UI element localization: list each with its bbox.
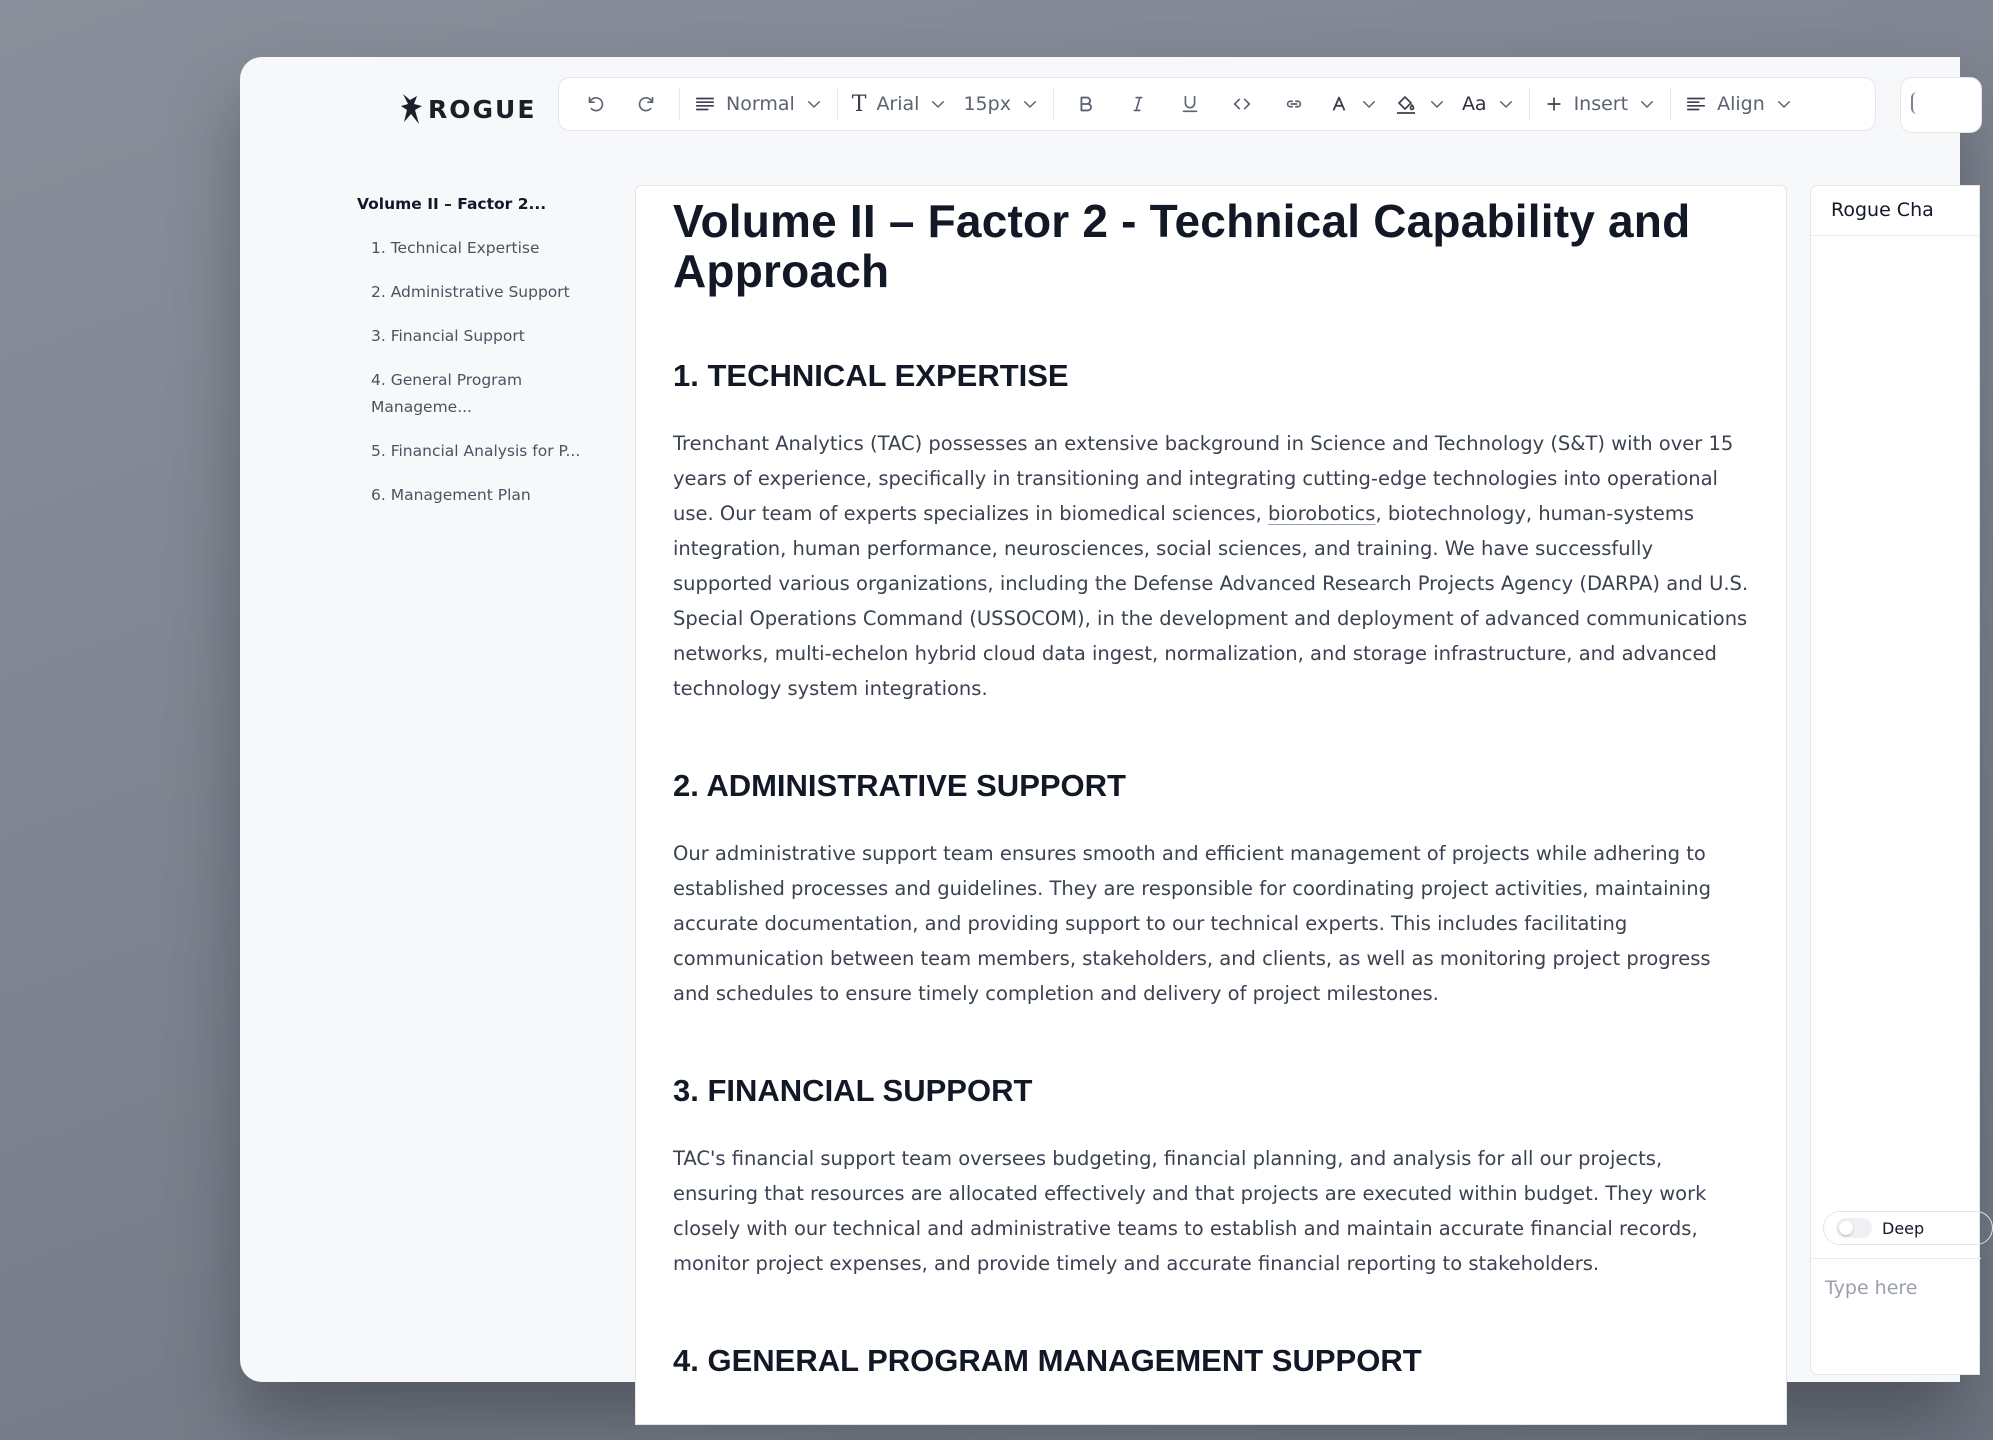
underline-icon	[1179, 93, 1201, 115]
outline-title[interactable]: Volume II – Factor 2...	[357, 195, 547, 213]
outline-item-technical-expertise[interactable]: 1. Technical Expertise	[371, 239, 540, 257]
rogue-chat-panel	[1810, 185, 1980, 1375]
align-left-icon	[1685, 93, 1707, 115]
chat-input[interactable]	[1811, 1259, 1985, 1299]
toolbar-divider	[1670, 87, 1671, 121]
chevron-down-icon	[1021, 95, 1039, 113]
toolbar-divider	[837, 87, 838, 121]
text-color-icon	[1328, 93, 1350, 115]
italic-button[interactable]	[1112, 84, 1164, 124]
outline-item-financial-analysis[interactable]: 5. Financial Analysis for P...	[371, 442, 581, 460]
toolbar-edge-icon	[1911, 92, 1923, 114]
spelling-flagged-word[interactable]: biorobotics	[1267, 502, 1376, 525]
section-heading[interactable]: 2. ADMINISTRATIVE SUPPORT	[673, 768, 1126, 803]
paragraph-style-value: Normal	[726, 93, 795, 115]
section-body[interactable]: TAC's financial support team oversees budgeting, financial planning, and analysis for all our projects, ensuring that resources are allocated effectively and that projects are executed within budget. They work closely with our technical and administrative teams to establish and maintain accurate financial records, monitor project expenses, and provide timely and accurate financial reporting to stakeholders.	[673, 1147, 1707, 1275]
chevron-down-icon	[1360, 95, 1378, 113]
app-window	[240, 57, 1960, 1382]
font-family-value: Arial	[876, 93, 920, 115]
underline-button[interactable]	[1164, 84, 1216, 124]
toolbar-divider	[1053, 87, 1054, 121]
redo-icon	[636, 93, 658, 115]
link-icon	[1283, 93, 1305, 115]
bold-button[interactable]	[1060, 84, 1112, 124]
section-heading[interactable]: 3. FINANCIAL SUPPORT	[673, 1073, 1033, 1108]
redo-button[interactable]	[621, 84, 673, 124]
chevron-down-icon	[1638, 95, 1656, 113]
insert-label: Insert	[1573, 93, 1629, 115]
logo-text: ROGUE	[428, 94, 537, 124]
document-editor[interactable]	[635, 185, 1787, 1425]
code-icon	[1231, 93, 1253, 115]
text-case-label: Aa	[1461, 93, 1487, 115]
plus-icon	[1544, 94, 1564, 114]
toolbar-divider	[1529, 87, 1530, 121]
body-text: , biotechnology, human-systems integration, human performance, neurosciences, social sciences, and training. We have successfully supported various organizations, including the Defense Advanced Research Projects Agency (DARPA) and U.S. Special Operations Command (USSOCOM), in the development and deployment of advanced communications networks, multi-echelon hybrid cloud data ingest, normalization, and storage infrastructure, and advanced technology system integrations.	[673, 502, 1749, 700]
chevron-down-icon	[805, 95, 823, 113]
italic-icon	[1127, 93, 1149, 115]
section-body[interactable]	[673, 426, 1749, 706]
insert-dropdown[interactable]	[1536, 84, 1665, 124]
secondary-toolbar[interactable]	[1900, 77, 1982, 133]
logo[interactable]	[400, 87, 536, 131]
chevron-down-icon	[1428, 95, 1446, 113]
section-heading[interactable]: 1. TECHNICAL EXPERTISE	[673, 358, 1069, 393]
paragraph-lines-icon	[694, 93, 716, 115]
chevron-down-icon	[929, 95, 947, 113]
font-size-dropdown[interactable]	[955, 84, 1046, 124]
paint-bucket-icon	[1394, 92, 1418, 116]
document-outline	[357, 195, 587, 526]
paragraph-style-dropdown[interactable]	[686, 84, 831, 124]
chat-input-area	[1811, 1258, 1981, 1377]
font-t-icon: T	[851, 91, 867, 117]
highlight-color-dropdown[interactable]	[1386, 84, 1454, 124]
deep-mode-label: Deep	[1882, 1218, 1925, 1238]
section-heading[interactable]: 4. GENERAL PROGRAM MANAGEMENT SUPPORT	[673, 1343, 1422, 1378]
bold-icon	[1075, 93, 1097, 115]
text-color-dropdown[interactable]	[1320, 84, 1386, 124]
body-text: Trenchant Analytics (TAC) possesses an extensive background in Science and Technology (S&T) with over 15 years of experience, specifically in transitioning and integrating cutting-edge technologies into operational use. Our team of experts specializes in biomedical sciences,	[673, 432, 1734, 525]
document-title[interactable]: Volume II – Factor 2 - Technical Capability and Approach	[673, 195, 1691, 297]
undo-icon	[584, 93, 606, 115]
rogue-logo-icon	[400, 92, 426, 126]
deep-mode-toggle[interactable]	[1836, 1218, 1872, 1238]
font-size-value: 15px	[963, 93, 1011, 115]
code-button[interactable]	[1216, 84, 1268, 124]
chevron-down-icon	[1497, 95, 1515, 113]
formatting-toolbar	[558, 77, 1876, 131]
align-dropdown[interactable]	[1677, 84, 1801, 124]
deep-mode-toggle-row[interactable]	[1823, 1211, 1993, 1245]
undo-button[interactable]	[569, 84, 621, 124]
chevron-down-icon	[1775, 95, 1793, 113]
align-label: Align	[1717, 93, 1765, 115]
section-body[interactable]: Our administrative support team ensures smooth and efficient management of projects while adhering to established processes and guidelines. They are responsible for coordinating project activities, maintaining accurate documentation, and providing support to our technical experts. This includes facilitating communication between team members, stakeholders, and clients, as well as monitoring project progress and schedules to ensure timely completion and delivery of project milestones.	[673, 842, 1712, 1005]
toolbar-divider	[679, 87, 680, 121]
outline-item-administrative-support[interactable]: 2. Administrative Support	[371, 283, 570, 301]
chat-header: Rogue Cha	[1811, 186, 1979, 236]
link-button[interactable]	[1268, 84, 1320, 124]
outline-item-general-program-management[interactable]: 4. General Program Manageme...	[371, 371, 523, 416]
outline-item-financial-support[interactable]: 3. Financial Support	[371, 327, 525, 345]
font-family-dropdown[interactable]	[844, 84, 956, 124]
outline-item-management-plan[interactable]: 6. Management Plan	[371, 486, 531, 504]
text-case-dropdown[interactable]	[1454, 84, 1523, 124]
